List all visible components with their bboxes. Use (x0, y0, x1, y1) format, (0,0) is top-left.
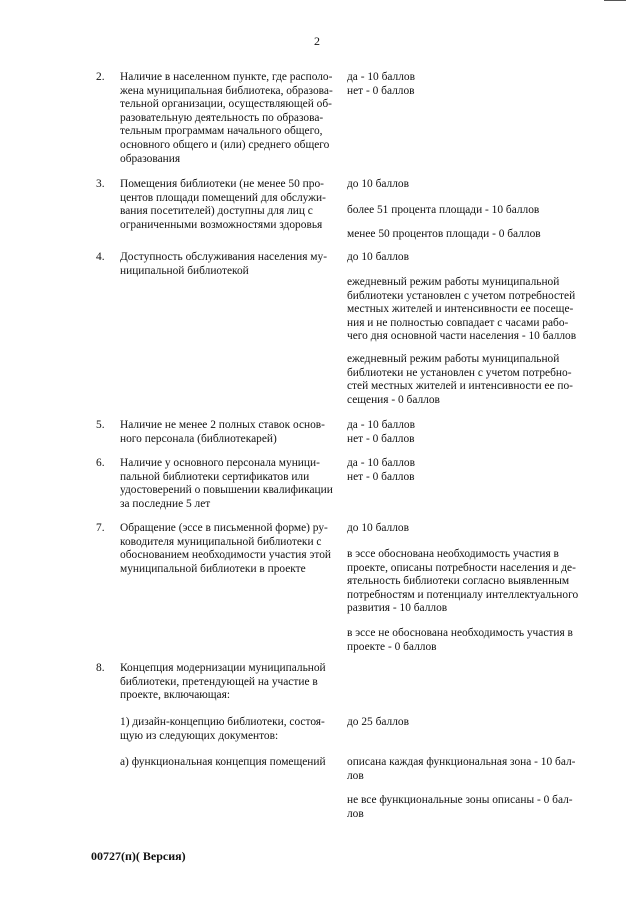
score-block (347, 522, 595, 536)
criterion-description (120, 457, 338, 511)
text-line: ководителя муниципальной библиотеки с (120, 535, 322, 548)
text-line: до 10 баллов (347, 522, 409, 534)
text-line: чего дня основной части населения - 10 баллов (347, 330, 577, 343)
text-line: ния и не полностью совпадает с часами рабо- (347, 316, 569, 329)
corner-mark (604, 0, 626, 1)
text-line: проекте, описаны потребности населения и де- (347, 561, 576, 574)
score-block (347, 204, 595, 218)
text-line: развития - 10 баллов (347, 602, 448, 615)
score-block (347, 756, 595, 783)
text-line: сещения - 0 баллов (347, 393, 440, 406)
text-line: библиотеки не установлен с учетом потребно- (347, 366, 572, 379)
criterion-description (120, 71, 338, 166)
score-block (347, 419, 595, 446)
text-line: Доступность обслуживания населения му- (120, 251, 327, 263)
text-line: библиотеки установлен с учетом потребностей (347, 289, 576, 302)
text-line: нет - 0 баллов (347, 84, 415, 97)
text-line: Наличие у основного персонала муници- (120, 457, 320, 469)
document-code: 00727(п)( Версия) (91, 849, 186, 863)
criterion-description (120, 251, 338, 278)
text-line: ежедневный режим работы муниципальной (347, 353, 560, 365)
score-block (347, 276, 595, 344)
text-line: до 10 баллов (347, 251, 409, 263)
score-block (347, 353, 595, 407)
score-block (347, 548, 595, 616)
text-line: щую из следующих документов: (120, 729, 279, 742)
text-line: до 10 баллов (347, 178, 409, 190)
text-line: ятельность библиотеки согласно выявленным (347, 575, 570, 588)
text-line: Наличие в населенном пункте, где располо- (120, 71, 333, 83)
criterion-number: 2. (96, 71, 105, 83)
criterion-number: 4. (96, 251, 105, 263)
text-line: вания посетителей) доступны для лиц с (120, 205, 313, 218)
text-line: местных жителей и интенсивности ее посеще- (347, 303, 574, 316)
text-line: пальной библиотеки сертификатов или (120, 470, 310, 483)
text-line: до 25 баллов (347, 716, 409, 728)
criterion-number: 7. (96, 522, 105, 534)
text-line: Обращение (эссе в письменной форме) ру- (120, 522, 328, 534)
text-line: Помещения библиотеки (не менее 50 про- (120, 178, 324, 190)
text-line: жена муниципальная библиотека, образова- (120, 84, 333, 97)
criterion-description (120, 756, 338, 770)
text-line: центов площади помещений для обслужи- (120, 191, 326, 204)
text-line: нет - 0 баллов (347, 432, 415, 445)
score-block (347, 627, 595, 654)
criterion-description (120, 178, 338, 232)
text-line: потребностям и потенциалу интеллектуального (347, 588, 579, 601)
score-block (347, 794, 595, 821)
text-line: Концепция модернизации муниципальной (120, 662, 326, 674)
text-line: лов (347, 807, 364, 820)
criterion-number: 3. (96, 178, 105, 190)
score-block (347, 457, 595, 484)
criterion-description (120, 419, 338, 446)
text-line: проекте, включающая: (120, 689, 230, 702)
score-block (347, 251, 595, 265)
text-line: ниципальной библиотекой (120, 264, 249, 277)
criterion-description (120, 662, 338, 703)
criterion-description (120, 522, 338, 576)
text-line: ного персонала (библиотекарей) (120, 432, 277, 445)
score-block (347, 716, 595, 730)
text-line: 1) дизайн-концепцию библиотеки, состоя- (120, 716, 325, 728)
text-line: ограниченными возможностями здоровья (120, 218, 323, 231)
score-block (347, 228, 595, 242)
text-line: за последние 5 лет (120, 497, 211, 510)
criterion-description (120, 716, 338, 743)
text-line: ежедневный режим работы муниципальной (347, 276, 560, 288)
text-line: более 51 процента площади - 10 баллов (347, 204, 540, 216)
text-line: не все функциональные зоны описаны - 0 бал- (347, 794, 573, 806)
text-line: лов (347, 769, 364, 782)
criterion-number: 6. (96, 457, 105, 469)
text-line: в эссе обоснована необходимость участия в (347, 548, 559, 560)
text-line: стей местных жителей и интенсивности ее по- (347, 380, 573, 393)
score-block (347, 178, 595, 192)
text-line: библиотеки, претендующей на участие в (120, 675, 318, 688)
text-line: удостоверений о повышении квалификации (120, 484, 333, 497)
text-line: а) функциональная концепция помещений (120, 756, 326, 768)
text-line: нет - 0 баллов (347, 470, 415, 483)
text-line: муниципальной библиотеки в проекте (120, 562, 306, 575)
text-line: тельным программам начального общего, (120, 125, 323, 138)
text-line: в эссе не обоснована необходимость участия в (347, 627, 573, 639)
text-line: разовательную деятельность по образова- (120, 111, 324, 124)
criterion-number: 5. (96, 419, 105, 431)
page-number: 2 (314, 34, 320, 48)
text-line: тельной организации, осуществляющей об- (120, 98, 332, 111)
text-line: обоснованием необходимости участия этой (120, 549, 331, 562)
text-line: описана каждая функциональная зона - 10 бал- (347, 756, 576, 768)
text-line: проекте - 0 баллов (347, 640, 437, 653)
text-line: основного общего и (или) среднего общего (120, 138, 330, 151)
text-line: да - 10 баллов (347, 71, 415, 83)
text-line: да - 10 баллов (347, 457, 415, 469)
text-line: менее 50 процентов площади - 0 баллов (347, 228, 541, 240)
text-line: образования (120, 152, 181, 165)
score-block (347, 71, 595, 98)
text-line: да - 10 баллов (347, 419, 415, 431)
criterion-number: 8. (96, 662, 105, 674)
text-line: Наличие не менее 2 полных ставок основ- (120, 419, 325, 431)
